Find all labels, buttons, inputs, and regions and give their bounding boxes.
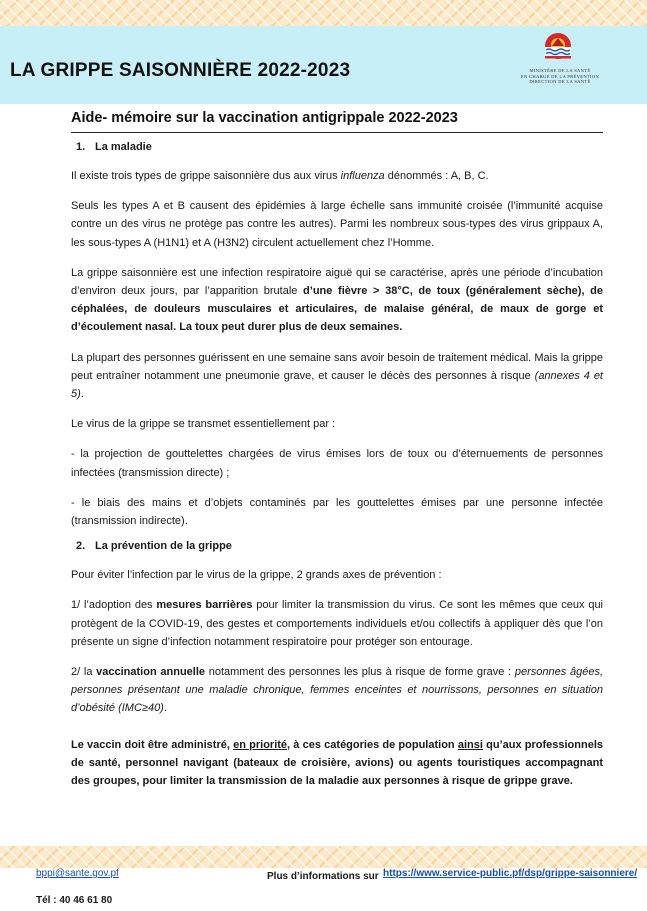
more-info-label: Plus d’informations sur bbox=[267, 871, 379, 882]
top-pattern-strip bbox=[0, 0, 647, 26]
contact-email-link[interactable]: bppi@sante.gov.pf bbox=[36, 868, 119, 879]
paragraph: Il existe trois types de grippe saisonnière dus aux virus influenza dénommés : A, B, C. bbox=[71, 170, 489, 182]
contact-phone: Tél : 40 46 61 80 bbox=[36, 895, 113, 906]
french-polynesia-emblem-icon bbox=[528, 28, 588, 64]
paragraph: - la projection de gouttelettes chargées de virus émises lors de toux ou d’éternuements de personnes infectées (transmission directe) ; bbox=[71, 448, 603, 479]
section-heading-prevention: 2. La prévention de la grippe bbox=[76, 540, 232, 553]
paragraph: 2/ la vaccination annuelle notamment des personnes les plus à risque de forme grave : personnes âgées, personnes présentant une maladie chronique, femmes enceintes et nourrissons, personnes en situation d’obésité (IMC≥40). bbox=[71, 666, 603, 715]
page-title: LA GRIPPE SAISONNIÈRE 2022-2023 bbox=[10, 60, 351, 81]
paragraph: - le biais des mains et d’objets contaminés par les gouttelettes émises par une personne infectée (transmission indirecte). bbox=[71, 496, 603, 528]
paragraph: 1/ l’adoption des mesures barrières pour limiter la transmission du virus. Ce sont les mêmes que ceux qui protègent de la COVID-19, des gestes et comportements individuels et/ou collectifs à appliquer dès que l’on présente un signe d’infection notamment respiratoire pour protéger son entourage. bbox=[71, 599, 603, 648]
more-info-link[interactable]: https://www.service-public.pf/dsp/grippe-saisonniere/ bbox=[383, 868, 638, 879]
document-body bbox=[71, 104, 603, 802]
subtitle-divider bbox=[71, 132, 603, 133]
bottom-pattern-strip bbox=[0, 846, 647, 868]
paragraph: Le virus de la grippe se transmet essentiellement par : bbox=[71, 418, 336, 431]
paragraph: La plupart des personnes guérissent en une semaine sans avoir besoin de traitement médical. Mais la grippe peut entraîner notamment une pneumonie grave, et causer le décès des personnes à risque (annexes 4 et 5). bbox=[71, 351, 603, 401]
paragraph: La grippe saisonnière est une infection respiratoire aiguë qui se caractérise, après une période d’incubation d’environ deux jours, par l’apparition brutale d’une fièvre > 38°C, de toux (généralement sèche), de céphalées, de douleurs musculaires et articulaires, de malaise général, de maux de gorge et d’écoulement nasal. La toux peut durer plus de deux semaines. bbox=[71, 266, 603, 334]
document-subtitle: Aide- mémoire sur la vaccination antigrippale 2022-2023 bbox=[71, 110, 458, 126]
paragraph: Seuls les types A et B causent des épidémies à large échelle sans immunité croisée (l’immunité acquise contre un des virus ne protège pas contre les autres). Parmi les nombreux sous-types des virus grippaux A, les sous-types A (H1N1) et A (H3N2) circulent actuellement chez l’Homme. bbox=[71, 200, 603, 249]
paragraph-bold: Le vaccin doit être administré, en priorité, à ces catégories de population ainsi qu’aux professionnels de santé, personnel navigant (bateaux de croisière, avions) ou agents touristiques accompagnant des groupes, pour limiter la transmission de la maladie aux personnes à risque de grippe grave. bbox=[71, 738, 604, 788]
section-heading-maladie: 1. La maladie bbox=[76, 141, 152, 153]
paragraph: Pour éviter l’infection par le virus de la grippe, 2 grands axes de prévention : bbox=[71, 569, 442, 582]
ministry-caption: MINISTÈRE DE LA SANTÉ EN CHARGE DE LA PRÉVENTION DIRECTION DE LA SANTÉ bbox=[520, 68, 600, 85]
